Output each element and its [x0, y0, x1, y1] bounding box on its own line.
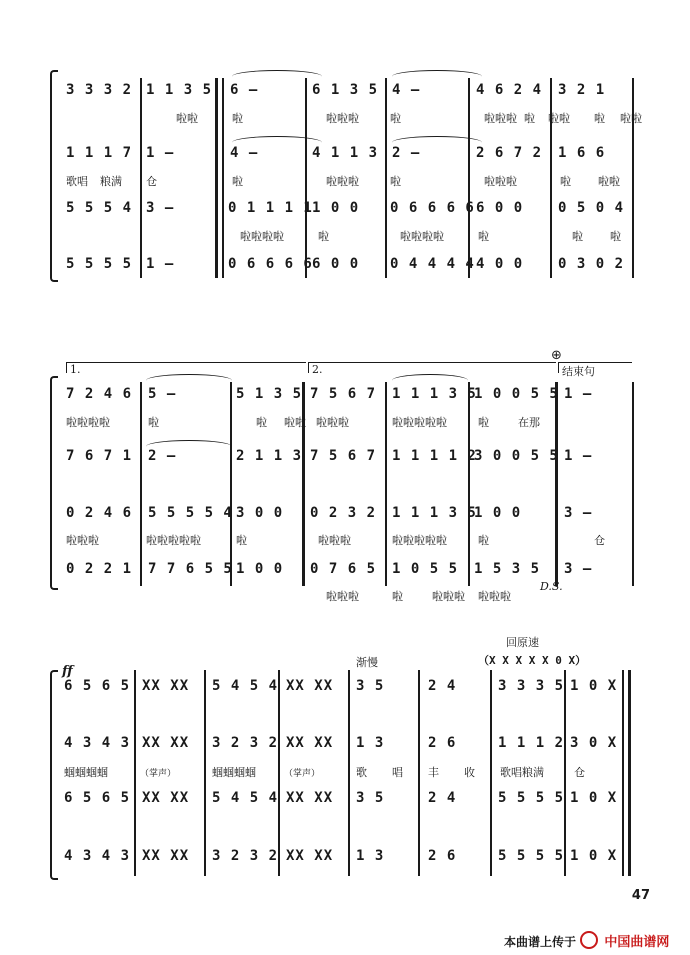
- volta-2: 2.: [308, 362, 556, 373]
- lyric: 啦啦啦: [316, 416, 349, 429]
- measure: 0 2 2 1: [66, 561, 133, 577]
- lyric: 啦啦啦啦: [400, 230, 444, 243]
- measure: 4 1 1 3: [312, 145, 379, 161]
- measure: 7 5 6 7: [310, 386, 377, 402]
- measure: 1 0 X: [570, 678, 618, 694]
- measure: 1 0 5 5: [392, 561, 459, 577]
- double-bar: [555, 382, 558, 586]
- ds-mark: D.S.: [540, 580, 563, 593]
- lyric: 啦啦: [284, 416, 306, 429]
- measure: 1 6 6: [558, 145, 606, 161]
- lyric: 啦: [256, 416, 267, 429]
- measure: 4 0 0: [476, 256, 524, 272]
- measure: 2 6: [428, 848, 457, 864]
- lyric: 啦啦啦啦: [66, 416, 110, 429]
- lyric: 啦啦啦: [326, 590, 359, 603]
- lyric: 歌: [356, 766, 367, 779]
- lyric: 啦啦啦: [432, 590, 465, 603]
- lyric: 啦: [594, 112, 605, 125]
- lyric: 啦: [560, 175, 571, 188]
- rhythm-pattern: （X X X X X 0 X）: [478, 654, 587, 667]
- bar-line: [622, 670, 624, 876]
- bar-line: [222, 78, 224, 278]
- measure: 5 5 5 4: [66, 200, 133, 216]
- bar-line: [550, 78, 552, 278]
- measure: 3 –: [146, 200, 175, 216]
- measure: 0 3 0 2: [558, 256, 625, 272]
- volta-1: 1.: [66, 362, 306, 373]
- lyric: 粮满: [100, 175, 122, 188]
- ending-label: 结束句: [558, 362, 632, 373]
- measure: XX XX: [286, 848, 334, 864]
- measure: 2 4: [428, 678, 457, 694]
- lyric: 啦啦啦: [66, 534, 99, 547]
- measure: 6 0 0: [476, 200, 524, 216]
- measure: 7 2 4 6: [66, 386, 133, 402]
- bar-line: [305, 78, 307, 278]
- measure: 0 5 0 4: [558, 200, 625, 216]
- lyric: 啦啦: [176, 112, 198, 125]
- measure: 1 –: [146, 145, 175, 161]
- lyric: 收: [464, 766, 475, 779]
- measure: 1 –: [564, 386, 593, 402]
- system-brace: [50, 670, 58, 880]
- measure: 4 3 4 3: [64, 848, 131, 864]
- measure: 3 2 3 2: [212, 848, 279, 864]
- measure: 5 1 3 5: [236, 386, 303, 402]
- lyric: 啦啦啦啦: [240, 230, 284, 243]
- measure: 1 0 X: [570, 848, 618, 864]
- lyric: 啦: [232, 175, 243, 188]
- measure: XX XX: [142, 848, 190, 864]
- measure: 1 1 1 3 5: [392, 386, 477, 402]
- coda-icon: ⊕: [551, 348, 562, 363]
- repeat-bar: [302, 382, 305, 586]
- measure: 2 4: [428, 790, 457, 806]
- tempo-slowing: 渐慢: [356, 656, 378, 669]
- measure: 3 3 3 5: [498, 678, 565, 694]
- measure: 6 5 6 5: [64, 790, 131, 806]
- bar-line: [468, 78, 470, 278]
- bar-line: [632, 78, 634, 278]
- bar-line: [134, 670, 136, 876]
- measure: 3 –: [564, 561, 593, 577]
- lyric: 啦: [148, 416, 159, 429]
- measure: 4 3 4 3: [64, 735, 131, 751]
- measure: XX XX: [142, 735, 190, 751]
- measure: 6 1 3 5: [312, 82, 379, 98]
- lyric: 仓: [574, 766, 585, 779]
- footer-credit: [504, 931, 669, 950]
- bar-line: [140, 78, 142, 278]
- lyric: （掌声）: [284, 769, 321, 779]
- bar-line: [632, 382, 634, 586]
- bar-line: [564, 670, 566, 876]
- lyric: 歌唱: [66, 175, 88, 188]
- lyric: 啦啦: [548, 112, 570, 125]
- lyric: 啦啦啦: [484, 112, 517, 125]
- measure: 0 4 4 4 4: [390, 256, 475, 272]
- final-bar: [628, 670, 631, 876]
- measure: 1 5 3 5: [474, 561, 541, 577]
- measure: 3 0 0: [236, 505, 284, 521]
- lyric: 啦: [572, 230, 583, 243]
- measure: 3 0 X: [570, 735, 618, 751]
- lyric: 啦: [392, 590, 403, 603]
- measure: 5 4 5 4: [212, 678, 279, 694]
- lyric: 啦: [232, 112, 243, 125]
- measure: 1 0 0: [312, 200, 360, 216]
- measure: XX XX: [142, 678, 190, 694]
- lyric: 啦啦啦啦啦: [146, 534, 201, 547]
- lyric: 啦: [236, 534, 247, 547]
- measure: 4 –: [230, 145, 259, 161]
- measure: 1 –: [564, 448, 593, 464]
- measure: 7 5 6 7: [310, 448, 377, 464]
- measure: 3 3 3 2: [66, 82, 133, 98]
- measure: 4 6 2 4: [476, 82, 543, 98]
- lyric: 歌唱粮满: [500, 766, 544, 779]
- lyric: 仓: [146, 175, 157, 188]
- lyric: 啦: [478, 534, 489, 547]
- measure: 0 2 4 6: [66, 505, 133, 521]
- lyric: 蝈蝈蝈蝈: [212, 766, 256, 779]
- measure: 0 1 1 1 1: [228, 200, 313, 216]
- measure: 0 7 6 5: [310, 561, 377, 577]
- measure: XX XX: [286, 735, 334, 751]
- footer-text: 本曲谱上传于: [504, 935, 577, 949]
- measure: 1 1 1 1 2: [392, 448, 477, 464]
- measure: 0 6 6 6 6: [390, 200, 475, 216]
- repeat-bar: [215, 78, 218, 278]
- lyric: 啦: [390, 175, 401, 188]
- measure: XX XX: [286, 678, 334, 694]
- measure: 0 6 6 6 6: [228, 256, 313, 272]
- lyric: 啦啦啦: [326, 175, 359, 188]
- system-brace: [50, 376, 58, 590]
- bar-line: [490, 670, 492, 876]
- lyric: 丰: [428, 766, 439, 779]
- measure: 3 0 0 5 5: [474, 448, 559, 464]
- measure: 3 5: [356, 790, 385, 806]
- measure: 6 0 0: [312, 256, 360, 272]
- dynamic-ff: ff: [62, 664, 73, 679]
- bar-line: [468, 382, 470, 586]
- measure: 1 1 1 3 5: [392, 505, 477, 521]
- bar-line: [204, 670, 206, 876]
- lyric: 唱: [392, 766, 403, 779]
- measure: 7 7 6 5 5: [148, 561, 233, 577]
- bar-line: [418, 670, 420, 876]
- measure: 5 4 5 4: [212, 790, 279, 806]
- measure: 5 5 5 5: [498, 848, 565, 864]
- measure: 0 2 3 2: [310, 505, 377, 521]
- measure: 7 6 7 1: [66, 448, 133, 464]
- bar-line: [385, 78, 387, 278]
- measure: 2 6: [428, 735, 457, 751]
- lyric: 啦: [478, 416, 489, 429]
- lyric: （掌声）: [140, 769, 177, 779]
- measure: 5 –: [148, 386, 177, 402]
- measure: 1 0 0: [236, 561, 284, 577]
- measure: 1 1 1 7: [66, 145, 133, 161]
- tempo-return: 回原速: [506, 636, 539, 649]
- measure: 5 5 5 5 4: [148, 505, 233, 521]
- lyric: 啦: [610, 230, 621, 243]
- lyric: 啦啦啦: [318, 534, 351, 547]
- measure: 2 –: [148, 448, 177, 464]
- lyric: 啦: [318, 230, 329, 243]
- measure: 1 –: [146, 256, 175, 272]
- measure: 1 1 3 5: [146, 82, 213, 98]
- lyric: 啦啦: [598, 175, 620, 188]
- lyric: 啦啦: [620, 112, 642, 125]
- bar-line: [348, 670, 350, 876]
- lyric: 在那: [518, 416, 540, 429]
- lyric: 啦: [390, 112, 401, 125]
- bar-line: [230, 382, 232, 586]
- measure: 4 –: [392, 82, 421, 98]
- lyric: 仓: [594, 534, 605, 547]
- measure: 6 5 6 5: [64, 678, 131, 694]
- measure: 3 5: [356, 678, 385, 694]
- measure: 3 –: [564, 505, 593, 521]
- bar-line: [278, 670, 280, 876]
- measure: 5 5 5 5: [498, 790, 565, 806]
- footer-site[interactable]: 中国曲谱网: [604, 935, 670, 950]
- measure: 2 1 1 3: [236, 448, 303, 464]
- site-logo-icon: [580, 931, 598, 949]
- measure: 5 5 5 5: [66, 256, 133, 272]
- lyric: 啦啦啦: [484, 175, 517, 188]
- measure: 6 –: [230, 82, 259, 98]
- measure: 3 2 1: [558, 82, 606, 98]
- measure: 1 1 1 2: [498, 735, 565, 751]
- measure: 2 6 7 2: [476, 145, 543, 161]
- lyric: 啦: [524, 112, 535, 125]
- measure: 3 2 3 2: [212, 735, 279, 751]
- measure: 1 0 X: [570, 790, 618, 806]
- lyric: 啦: [478, 230, 489, 243]
- measure: 1 3: [356, 735, 385, 751]
- lyric: 啦啦啦啦啦: [392, 534, 447, 547]
- measure: XX XX: [142, 790, 190, 806]
- system-brace: [50, 70, 58, 282]
- measure: 2 –: [392, 145, 421, 161]
- page-number: 47: [631, 888, 650, 903]
- measure: 1 3: [356, 848, 385, 864]
- measure: 1 0 0: [474, 505, 522, 521]
- measure: XX XX: [286, 790, 334, 806]
- lyric: 蝈蝈蝈蝈: [64, 766, 108, 779]
- bar-line: [385, 382, 387, 586]
- measure: 1 0 0 5 5: [474, 386, 559, 402]
- bar-line: [140, 382, 142, 586]
- lyric: 啦啦啦: [478, 590, 511, 603]
- lyric: 啦啦啦啦啦: [392, 416, 447, 429]
- lyric: 啦啦啦: [326, 112, 359, 125]
